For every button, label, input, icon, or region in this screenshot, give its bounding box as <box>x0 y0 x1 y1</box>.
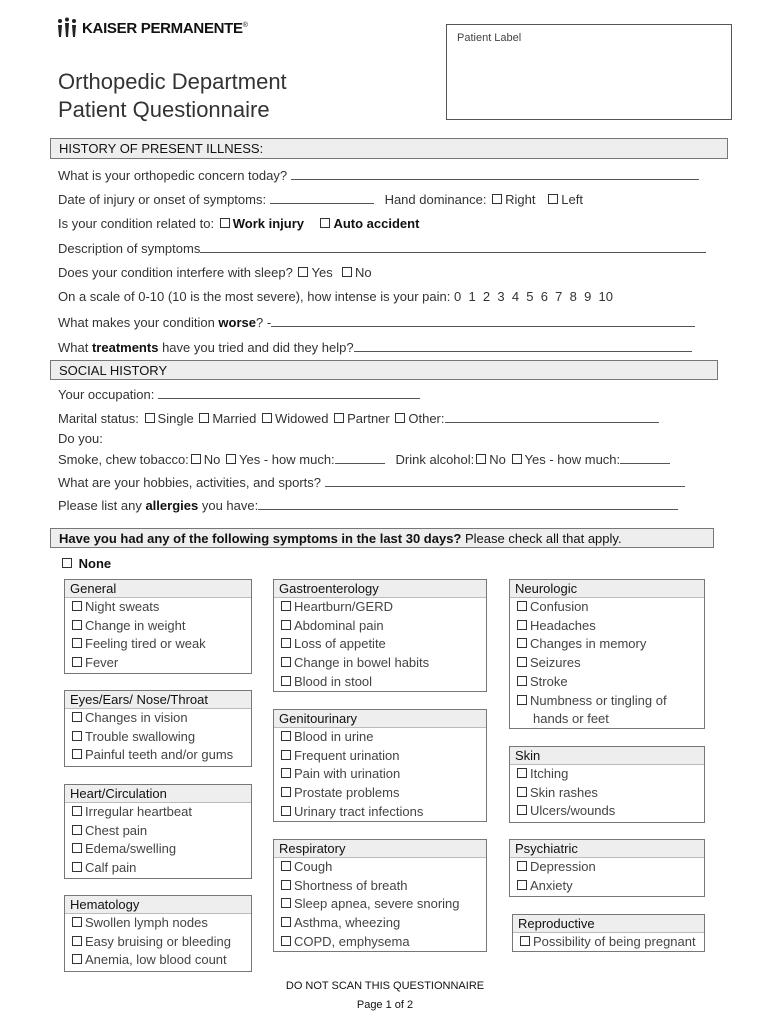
symptom-item[interactable]: Change in bowel habits <box>274 654 486 673</box>
psych-title: Psychiatric <box>510 840 704 858</box>
symptom-item[interactable]: Feeling tired or weak <box>65 635 251 654</box>
symptom-item[interactable]: Irregular heartbeat <box>65 803 251 822</box>
concern-field[interactable] <box>291 167 699 180</box>
symptom-item[interactable]: Numbness or tingling of <box>510 692 704 711</box>
page-title: Orthopedic Department Patient Questionnaire <box>58 69 287 122</box>
neuro-box <box>509 579 705 729</box>
symptom-item[interactable]: Trouble swallowing <box>65 728 251 747</box>
social-heading: SOCIAL HISTORY <box>50 360 718 380</box>
repro-box <box>512 914 705 952</box>
symptom-item[interactable]: Cough <box>274 858 486 877</box>
heart-title: Heart/Circulation <box>65 785 251 803</box>
smoke-amount-field[interactable] <box>335 451 385 464</box>
skin-title: Skin <box>510 747 704 765</box>
symptom-item[interactable]: Ulcers/wounds <box>510 802 704 821</box>
symptom-item[interactable]: Chest pain <box>65 822 251 841</box>
sleep-row: Does your condition interfere with sleep? Yes No <box>58 265 372 280</box>
concern-question: What is your orthopedic concern today? <box>58 167 699 183</box>
symptom-item[interactable]: COPD, emphysema <box>274 933 486 952</box>
patient-label-box <box>446 24 732 120</box>
other-field[interactable] <box>445 410 659 423</box>
symptom-item[interactable]: Possibility of being pregnant <box>513 933 704 952</box>
hobbies-field[interactable] <box>325 474 685 487</box>
symptom-item[interactable]: Shortness of breath <box>274 877 486 896</box>
symptom-item[interactable]: Skin rashes <box>510 784 704 803</box>
treatments-row: What treatments have you tried and did they help? <box>58 339 692 355</box>
symptom-item[interactable]: Swollen lymph nodes <box>65 914 251 933</box>
symptom-item[interactable]: Easy bruising or bleeding <box>65 933 251 952</box>
symptom-item[interactable]: Night sweats <box>65 598 251 617</box>
symptom-item[interactable]: Loss of appetite <box>274 635 486 654</box>
symptom-item[interactable]: Urinary tract infections <box>274 803 486 822</box>
symptom-item[interactable]: Change in weight <box>65 617 251 636</box>
symptom-item[interactable]: Changes in vision <box>65 709 251 728</box>
pain-scale-values[interactable]: 0 1 2 3 4 5 6 7 8 9 10 <box>454 289 613 304</box>
symptom-item[interactable]: Abdominal pain <box>274 617 486 636</box>
none-checkbox[interactable] <box>62 558 72 568</box>
smoke-yes-checkbox[interactable] <box>226 454 236 464</box>
pain-scale-row: On a scale of 0-10 (10 is the most severe), how intense is your pain: 0 1 2 3 4 5 6 7 8 9 10 <box>58 289 613 304</box>
symptom-item[interactable]: Anemia, low blood count <box>65 951 251 970</box>
smoke-no-checkbox[interactable] <box>191 454 201 464</box>
symptom-item[interactable]: Heartburn/GERD <box>274 598 486 617</box>
symptoms-heading: Have you had any of the following symptoms in the last 30 days? Please check all that apply. <box>50 528 714 548</box>
repro-title: Reproductive <box>513 915 704 933</box>
sleep-no-checkbox[interactable] <box>342 267 352 277</box>
sleep-yes-checkbox[interactable] <box>298 267 308 277</box>
scan-notice: DO NOT SCAN THIS QUESTIONNAIRE <box>285 980 485 992</box>
page-number: Page 1 of 2 <box>356 999 414 1011</box>
symptom-item[interactable]: Asthma, wheezing <box>274 914 486 933</box>
symptom-item[interactable]: Pain with urination <box>274 765 486 784</box>
general-title: General <box>65 580 251 598</box>
symptom-item[interactable]: Changes in memory <box>510 635 704 654</box>
eent-box <box>64 690 252 767</box>
symptom-item[interactable]: Frequent urination <box>274 747 486 766</box>
drink-no-checkbox[interactable] <box>476 454 486 464</box>
brand-logo <box>56 17 248 39</box>
patient-label-text: Patient Label <box>457 32 522 44</box>
widowed-checkbox[interactable] <box>262 413 272 423</box>
description-row: Description of symptoms <box>58 240 706 256</box>
related-row: Is your condition related to: Work injury Auto accident <box>58 216 420 231</box>
allergies-field[interactable] <box>258 497 678 510</box>
partner-checkbox[interactable] <box>334 413 344 423</box>
date-injury-field[interactable] <box>270 191 374 204</box>
gastro-box <box>273 579 487 692</box>
married-checkbox[interactable] <box>199 413 209 423</box>
symptom-item[interactable]: Anxiety <box>510 877 704 896</box>
right-checkbox[interactable] <box>492 194 502 204</box>
hpi-heading: HISTORY OF PRESENT ILLNESS: <box>50 138 728 159</box>
symptom-item[interactable]: Depression <box>510 858 704 877</box>
general-box <box>64 579 252 674</box>
resp-box <box>273 839 487 952</box>
work-injury-checkbox[interactable] <box>220 218 230 228</box>
symptom-item[interactable]: Seizures <box>510 654 704 673</box>
neuro-title: Neurologic <box>510 580 704 598</box>
drink-yes-checkbox[interactable] <box>512 454 522 464</box>
heart-box <box>64 784 252 879</box>
allergies-row: Please list any allergies you have: <box>58 497 678 513</box>
symptom-item[interactable]: Confusion <box>510 598 704 617</box>
do-you-label: Do you: <box>58 431 103 446</box>
other-checkbox[interactable] <box>395 413 405 423</box>
symptom-item[interactable]: Sleep apnea, severe snoring <box>274 895 486 914</box>
resp-title: Respiratory <box>274 840 486 858</box>
genito-box <box>273 709 487 822</box>
psych-box <box>509 839 705 897</box>
left-checkbox[interactable] <box>548 194 558 204</box>
symptom-item[interactable]: Prostate problems <box>274 784 486 803</box>
symptom-item[interactable]: Stroke <box>510 673 704 692</box>
drink-amount-field[interactable] <box>620 451 670 464</box>
symptom-item[interactable]: Blood in urine <box>274 728 486 747</box>
hobbies-row: What are your hobbies, activities, and sports? <box>58 474 685 490</box>
genito-title: Genitourinary <box>274 710 486 728</box>
worse-row: What makes your condition worse? - <box>58 314 695 330</box>
symptom-item-continuation: hands or feet <box>533 711 609 727</box>
smoke-drink-row: Smoke, chew tobacco: No Yes - how much: Drink alcohol: No Yes - how much: <box>58 451 670 467</box>
hematology-title: Hematology <box>65 896 251 914</box>
occupation-field[interactable] <box>158 386 420 399</box>
symptom-item[interactable]: Edema/swelling <box>65 840 251 859</box>
symptom-item[interactable]: Headaches <box>510 617 704 636</box>
symptom-item[interactable]: Blood in stool <box>274 673 486 692</box>
symptom-item[interactable]: Calf pain <box>65 859 251 878</box>
marital-row: Marital status: Single Married Widowed Partner Other: <box>58 410 659 426</box>
date-injury-row: Date of injury or onset of symptoms: Hand dominance: Right Left <box>58 192 583 207</box>
gastro-title: Gastroenterology <box>274 580 486 598</box>
symptom-item[interactable]: Fever <box>65 654 251 673</box>
brand-name: KAISER PERMANENTE® <box>82 19 248 37</box>
hematology-box <box>64 895 252 972</box>
worse-field[interactable] <box>271 314 695 327</box>
occupation-row: Your occupation: <box>58 386 420 402</box>
eent-title: Eyes/Ears/ Nose/Throat <box>65 691 251 709</box>
description-field[interactable] <box>200 240 706 253</box>
skin-box <box>509 746 705 823</box>
symptom-item[interactable]: Painful teeth and/or gums <box>65 746 251 765</box>
auto-accident-checkbox[interactable] <box>320 218 330 228</box>
none-row: None <box>60 556 111 571</box>
symptom-item[interactable]: Itching <box>510 765 704 784</box>
treatments-field[interactable] <box>354 339 692 352</box>
kaiser-logo-icon <box>56 17 78 39</box>
single-checkbox[interactable] <box>145 413 155 423</box>
